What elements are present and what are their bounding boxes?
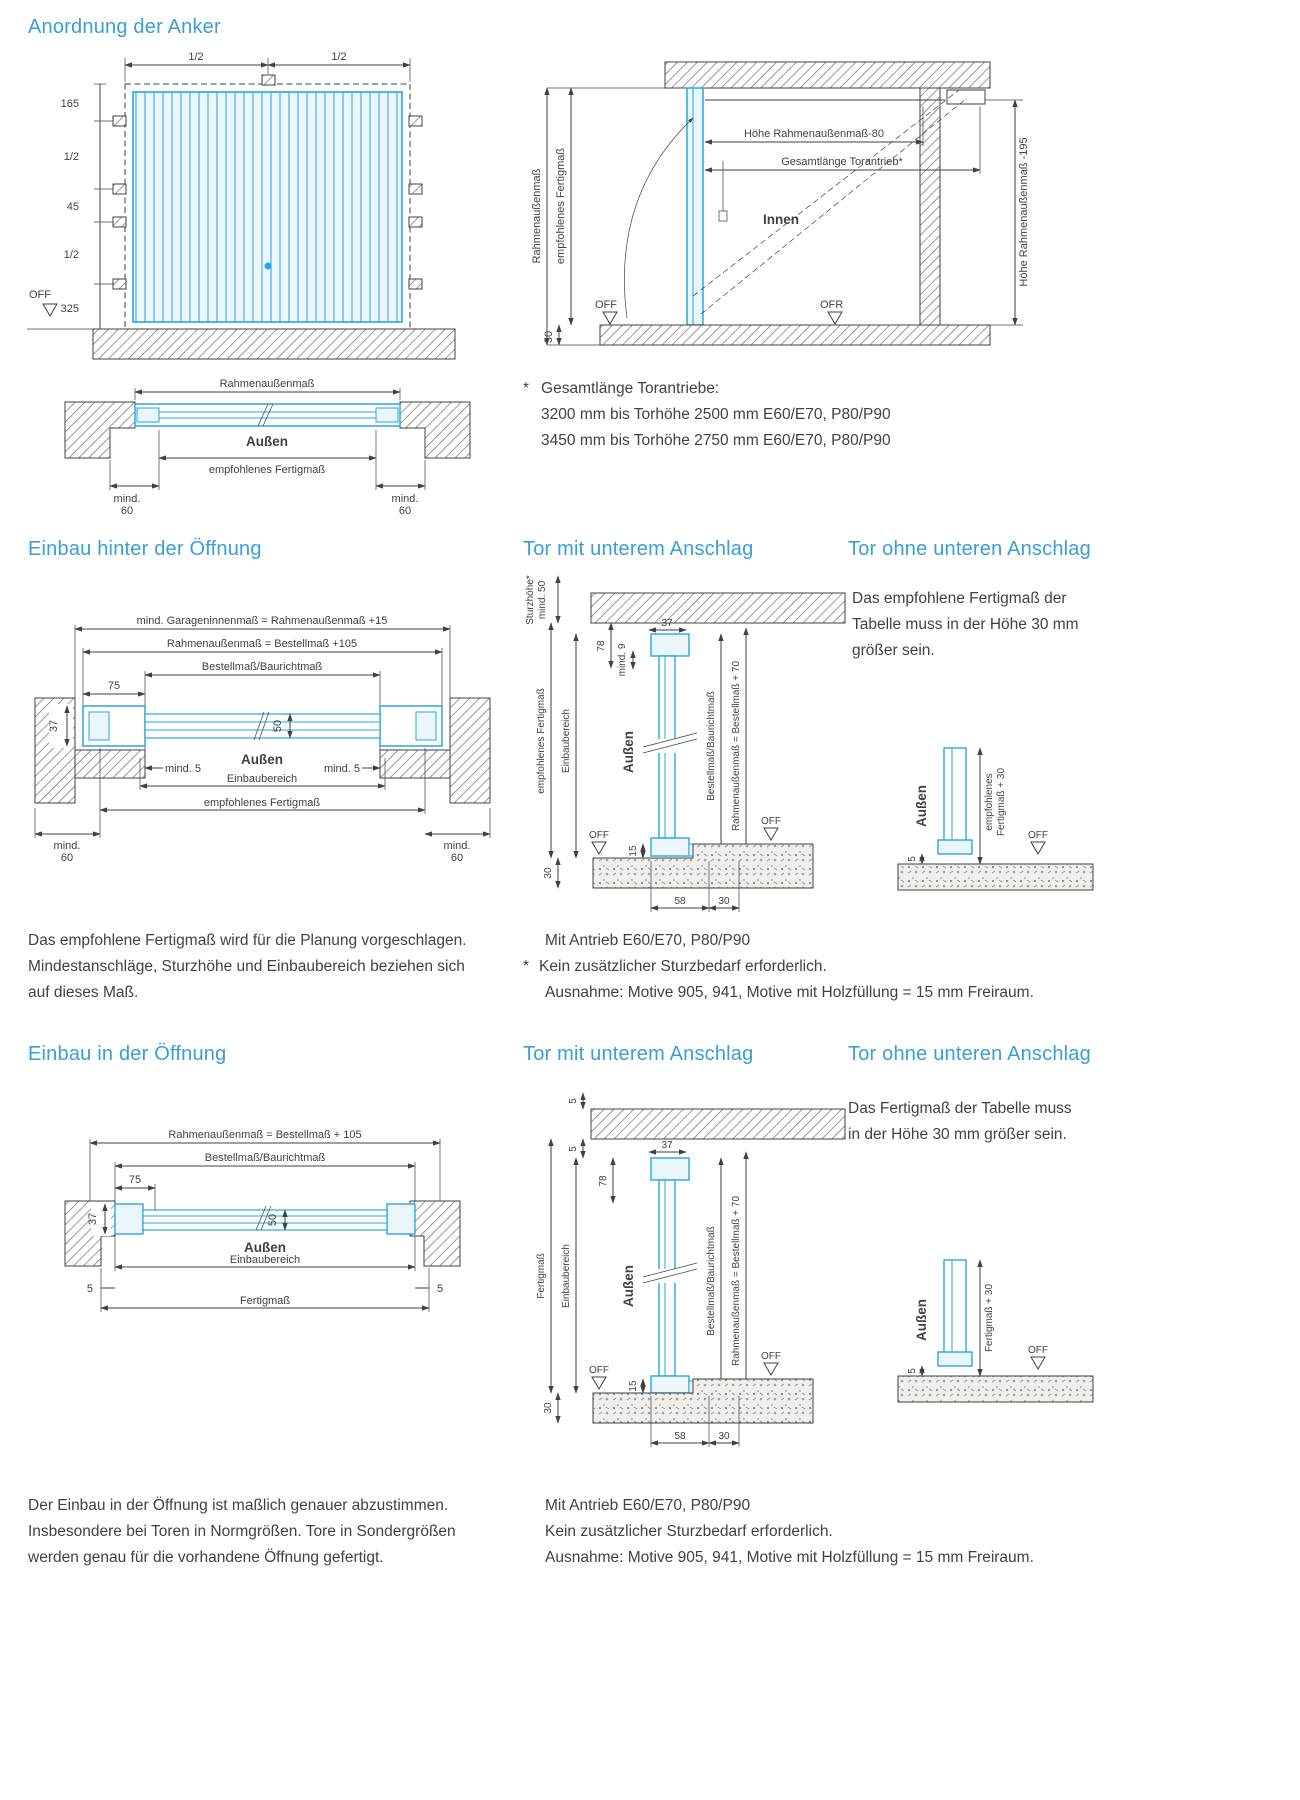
inder-frame	[115, 1204, 415, 1234]
drawing-einbau-in-der-plan	[15, 1116, 510, 1331]
antrieb1-line-1: Mit Antrieb E60/E70, P80/P90	[545, 932, 751, 949]
dim-label-37: 37	[87, 1212, 99, 1226]
dim-label-mind-left: mind.	[53, 840, 81, 852]
dim-label-bestellmass: Bestellmaß/Baurichtmaß	[706, 691, 717, 801]
drawing-anker-elevation-plan	[15, 46, 490, 521]
dim-label-half-b: 1/2	[63, 249, 79, 261]
dim-30-left-2	[543, 1393, 558, 1423]
frame-vertical-section-1	[643, 634, 711, 856]
dim-label-30b: 30	[718, 896, 730, 907]
dim-label-mind-left: mind.	[113, 493, 141, 505]
off-label-right: OFF	[761, 816, 781, 827]
inder-note	[28, 1493, 456, 1571]
floor-concrete-small-1	[898, 864, 1093, 890]
dim-label-78: 78	[598, 1175, 609, 1187]
right-dimensions-1	[706, 628, 746, 858]
dim-label-mind50: mind. 50	[537, 580, 548, 620]
hinter-mind60-dims	[35, 808, 490, 864]
off-label-right: OFF	[761, 1351, 781, 1362]
off-marker-left-2	[589, 1365, 609, 1389]
side-right-dimension	[985, 100, 1030, 325]
innen-label: Innen	[763, 212, 799, 227]
antrieb2-line-2: Kein zusätzlicher Sturzbedarf erforderlich.	[545, 1523, 833, 1540]
lintel-hatch-2	[591, 1109, 845, 1139]
dim-label-30: 30	[543, 867, 554, 879]
off-marker-small-2	[1028, 1345, 1048, 1369]
aussen-label-vert-1: Außen	[621, 731, 636, 773]
ohne2-line-1: Das Fertigmaß der Tabelle muss	[848, 1100, 1072, 1117]
off-marker-right-2	[761, 1351, 781, 1375]
dim-label-60-right: 60	[450, 852, 464, 864]
dim-label-5: 5	[907, 1368, 918, 1374]
dim-78-2	[598, 1158, 613, 1203]
dim-label-half-right: 1/2	[331, 51, 347, 63]
dim-label-5-right: 5	[437, 1283, 444, 1295]
dim-label-mind-right: mind.	[391, 493, 419, 505]
heading-tor-mit-anschlag-1: Tor mit unterem Anschlag	[523, 538, 754, 560]
left-dimensions-1	[536, 623, 576, 858]
aussen-label-small-2: Außen	[914, 1299, 929, 1341]
dim-label-mind5-left: mind. 5	[164, 763, 202, 775]
heading-anordnung-der-anker: Anordnung der Anker	[28, 16, 221, 38]
dim-mind9	[617, 643, 633, 676]
dim-label-mind5-right: mind. 5	[323, 763, 361, 775]
door-handle	[265, 263, 272, 270]
hinter-note-line-2: Mindestanschläge, Sturzhöhe und Einbaubereich beziehen sich	[28, 958, 465, 975]
ohne1-line-1: Das empfohlene Fertigmaß der	[852, 590, 1067, 607]
footnote-torantriebe	[523, 376, 891, 454]
dim-label-hoehe195: Höhe Rahmenaußenmaß -195	[1018, 137, 1030, 287]
floor-concrete-1	[593, 844, 813, 888]
ohne-anschlag-text-1	[852, 586, 1079, 664]
ohne1-line-3: größer sein.	[852, 642, 935, 659]
frame-vertical-section-2	[643, 1158, 711, 1393]
dim-hoehe-minus-80	[705, 106, 923, 146]
dim-label-einbaubereich: Einbaubereich	[561, 709, 572, 773]
floor-concrete-small-2	[898, 1376, 1093, 1402]
dim-label-58: 58	[674, 1431, 686, 1442]
dim-label-half-a: 1/2	[63, 151, 79, 163]
inder-note-line-3: werden genau für die vorhandene Öffnung gefertigt.	[28, 1549, 384, 1566]
dim-30-left-1	[543, 858, 558, 888]
dim-label-einbaubereich: Einbaubereich	[226, 773, 298, 785]
dim-label-empfohlenes: empfohlenes	[984, 773, 995, 831]
dim-label-fertigmass: Fertigmaß	[239, 1295, 291, 1307]
ohne1-line-2: Tabelle muss in der Höhe 30 mm	[852, 616, 1079, 633]
heading-tor-ohne-anschlag-1: Tor ohne unteren Anschlag	[848, 538, 1091, 560]
dim-label-30: 30	[543, 1402, 554, 1414]
aussen-label-small-1: Außen	[914, 785, 929, 827]
dim-label-mind-right: mind.	[443, 840, 471, 852]
dim-label-rahmen-bestell105: Rahmenaußenmaß = Bestellmaß + 105	[168, 1129, 362, 1141]
drawing-tor-mit-anschlag-1	[513, 556, 848, 938]
dim-label-bestellmass: Bestellmaß/Baurichtmaß	[201, 661, 323, 673]
fertigmass-plus30-dim-1	[980, 748, 1007, 864]
drawing-anker-side-view	[515, 46, 1050, 381]
dim-78-1	[596, 623, 611, 668]
sturzhoehe-dim	[525, 575, 558, 625]
antrieb-note-2	[545, 1493, 1034, 1571]
off-label-left: OFF	[589, 1365, 609, 1376]
dim-5b	[568, 1139, 583, 1158]
ceiling-hatch	[665, 62, 990, 88]
drawing-tor-ohne-anschlag-1	[878, 736, 1108, 911]
dim-label-37: 37	[48, 719, 60, 733]
dim-label-hoehe80: Höhe Rahmenaußenmaß-80	[743, 128, 885, 140]
inder-bottom-dimensions	[87, 1268, 443, 1312]
hinter-note-line-1: Das empfohlene Fertigmaß wird für die Planung vorgeschlagen.	[28, 932, 467, 949]
dim-label-325: 325	[60, 303, 79, 315]
door-closed-section	[687, 88, 703, 325]
off-label-left: OFF	[589, 830, 609, 841]
off-marker-side	[595, 299, 617, 324]
dim-label-78: 78	[596, 640, 607, 652]
dim-label-5b: 5	[568, 1146, 579, 1152]
dim-label-15: 15	[628, 1380, 639, 1392]
lintel-hatch-1	[591, 593, 845, 623]
ground-hatch	[93, 329, 455, 359]
anker-plan-frame	[135, 404, 400, 426]
dim-15-1	[628, 844, 643, 858]
off-marker-right-1	[761, 816, 781, 840]
drawing-tor-mit-anschlag-2	[513, 1081, 848, 1486]
aussen-label: Außen	[246, 434, 288, 449]
dim-label-einbaubereich: Einbaubereich	[561, 1244, 572, 1308]
dim-label-50: 50	[267, 1213, 279, 1227]
off-marker-left-1	[589, 830, 609, 854]
inder-note-line-2: Insbesondere bei Toren in Normgrößen. Tore in Sondergrößen	[28, 1523, 456, 1540]
heading-einbau-hinter: Einbau hinter der Öffnung	[28, 538, 262, 560]
dim-label-fertigmass: empfohlenes Fertigmaß	[208, 464, 326, 476]
fertigmass-plus30-dim-2	[980, 1260, 995, 1376]
dim-label-einbaubereich: Einbaubereich	[229, 1254, 301, 1266]
dim-label-75: 75	[107, 680, 121, 692]
inder-note-line-1: Der Einbau in der Öffnung ist maßlich genauer abzustimmen.	[28, 1497, 449, 1514]
aussen-label-hinter: Außen	[241, 752, 283, 767]
dim-label-15: 15	[628, 845, 639, 857]
right-dimensions-2	[706, 1152, 746, 1393]
antrieb1-star: *	[523, 958, 530, 975]
drawing-einbau-hinter-plan	[15, 598, 510, 878]
antrieb1-line-3: Ausnahme: Motive 905, 941, Motive mit Holzfüllung = 15 mm Freiraum.	[545, 984, 1034, 1001]
dim-label-30b: 30	[718, 1431, 730, 1442]
footnote-line-2: 3200 mm bis Torhöhe 2500 mm E60/E70, P80/P90	[541, 406, 891, 423]
floor-concrete-2	[593, 1379, 813, 1423]
dim-label-fertigmass: Fertigmaß	[536, 1253, 547, 1299]
dim-15-2	[628, 1379, 643, 1393]
ohne-anschlag-text-2	[848, 1096, 1072, 1148]
dim-label-garageninnenmass: mind. Garageninnenmaß = Rahmenaußenmaß +15	[136, 615, 388, 627]
dim-label-50: 50	[272, 719, 284, 733]
dim-label-rahmen-bestell: Rahmenaußenmaß = Bestellmaß +105	[166, 638, 358, 650]
aussen-label-vert-2: Außen	[621, 1265, 636, 1307]
dim-label-fertigmass-plus30: Fertigmaß + 30	[996, 767, 1007, 837]
dim-label-bestellmass: Bestellmaß/Baurichtmaß	[706, 1226, 717, 1336]
dim-label-5: 5	[907, 856, 918, 862]
footnote-line-1: Gesamtlänge Torantriebe:	[541, 380, 720, 397]
footnote-line-3: 3450 mm bis Torhöhe 2750 mm E60/E70, P80/P90	[541, 432, 891, 449]
door-leaf-front	[133, 92, 402, 322]
left-dimensions-2	[536, 1139, 576, 1393]
dim-label-165: 165	[60, 98, 79, 110]
dim-label-sturzhoehe: Sturzhöhe*	[525, 575, 536, 625]
off-label: OFF	[29, 289, 51, 301]
dim-label-rahmen70: Rahmenaußenmaß = Bestellmaß + 70	[731, 1195, 742, 1367]
dim-label-rahmenaussenmass-side: Rahmenaußenmaß	[531, 168, 543, 264]
dim-label-empf-fertigmass: empfohlenes Fertigmaß	[536, 688, 547, 794]
dim-label-5-left: 5	[86, 1283, 93, 1295]
antrieb1-line-2: Kein zusätzlicher Sturzbedarf erforderlich.	[539, 958, 827, 975]
dim-label-37: 37	[661, 618, 673, 629]
aussen-label-inder: Außen	[244, 1240, 286, 1255]
swing-arc-arrow	[624, 118, 693, 318]
dim-label-58: 58	[674, 896, 686, 907]
dim-label-gesamtlaenge: Gesamtlänge Torantrieb*	[781, 156, 903, 168]
dim-label-bestellmass: Bestellmaß/Baurichtmaß	[204, 1152, 326, 1164]
dim-label-75: 75	[128, 1174, 142, 1186]
hinter-note-line-3: auf dieses Maß.	[28, 984, 139, 1001]
dim-label-45: 45	[66, 201, 79, 213]
footnote-star: *	[523, 380, 530, 397]
off-label-side: OFF	[595, 299, 617, 311]
antrieb2-line-1: Mit Antrieb E60/E70, P80/P90	[545, 1497, 751, 1514]
elevation-left-dimensions	[61, 84, 113, 329]
dim-label-30-side: 30	[543, 330, 555, 344]
ofr-label-side: OFR	[820, 299, 844, 311]
dim-label-fertigmass-side: empfohlenes Fertigmaß	[555, 147, 567, 265]
antrieb-note-1	[523, 928, 1034, 1006]
hinter-dim-37	[48, 704, 73, 748]
off-marker-small-1	[1028, 830, 1048, 854]
frame-section-small-2	[938, 1260, 972, 1366]
ohne2-line-2: in der Höhe 30 mm größer sein.	[848, 1126, 1067, 1143]
dim-label-rahmen70: Rahmenaußenmaß = Bestellmaß + 70	[731, 660, 742, 832]
dim-label-fertigmass-plus30: Fertigmaß + 30	[984, 1283, 995, 1353]
dim-label-5a: 5	[568, 1098, 579, 1104]
hinter-note	[28, 928, 467, 1006]
dim-label-60-left: 60	[120, 505, 134, 517]
off-label-small: OFF	[1028, 830, 1048, 841]
dim-label-empf-fertigmass: empfohlenes Fertigmaß	[203, 797, 321, 809]
dim-label-rahmenaussenmass: Rahmenaußenmaß	[219, 378, 315, 390]
frame-section-small-1	[938, 748, 972, 854]
operator-head-unit	[947, 90, 985, 104]
heading-einbau-in-der: Einbau in der Öffnung	[28, 1043, 227, 1065]
ofr-marker-side	[820, 299, 843, 324]
inder-top-dimensions	[90, 1129, 440, 1210]
heading-tor-mit-anschlag-2: Tor mit unterem Anschlag	[523, 1043, 754, 1065]
heading-tor-ohne-anschlag-2: Tor ohne unteren Anschlag	[848, 1043, 1091, 1065]
dim-label-mind9: mind. 9	[617, 643, 628, 677]
dim-37-2	[649, 1140, 686, 1152]
dim-5-small-1	[907, 854, 922, 864]
dim-label-37: 37	[661, 1140, 673, 1151]
off-label-small: OFF	[1028, 1345, 1048, 1356]
dim-label-60-left: 60	[60, 852, 74, 864]
dim-5-small-2	[907, 1366, 922, 1376]
dim-5a	[568, 1093, 583, 1109]
anker-plan-dimensions	[110, 378, 425, 517]
dim-label-60-right: 60	[398, 505, 412, 517]
floor-hatch	[600, 325, 990, 345]
dim-label-half-left: 1/2	[188, 51, 204, 63]
drawing-tor-ohne-anschlag-2	[878, 1245, 1108, 1440]
antrieb2-line-3: Ausnahme: Motive 905, 941, Motive mit Holzfüllung = 15 mm Freiraum.	[545, 1549, 1034, 1566]
hinter-frame	[83, 706, 442, 746]
